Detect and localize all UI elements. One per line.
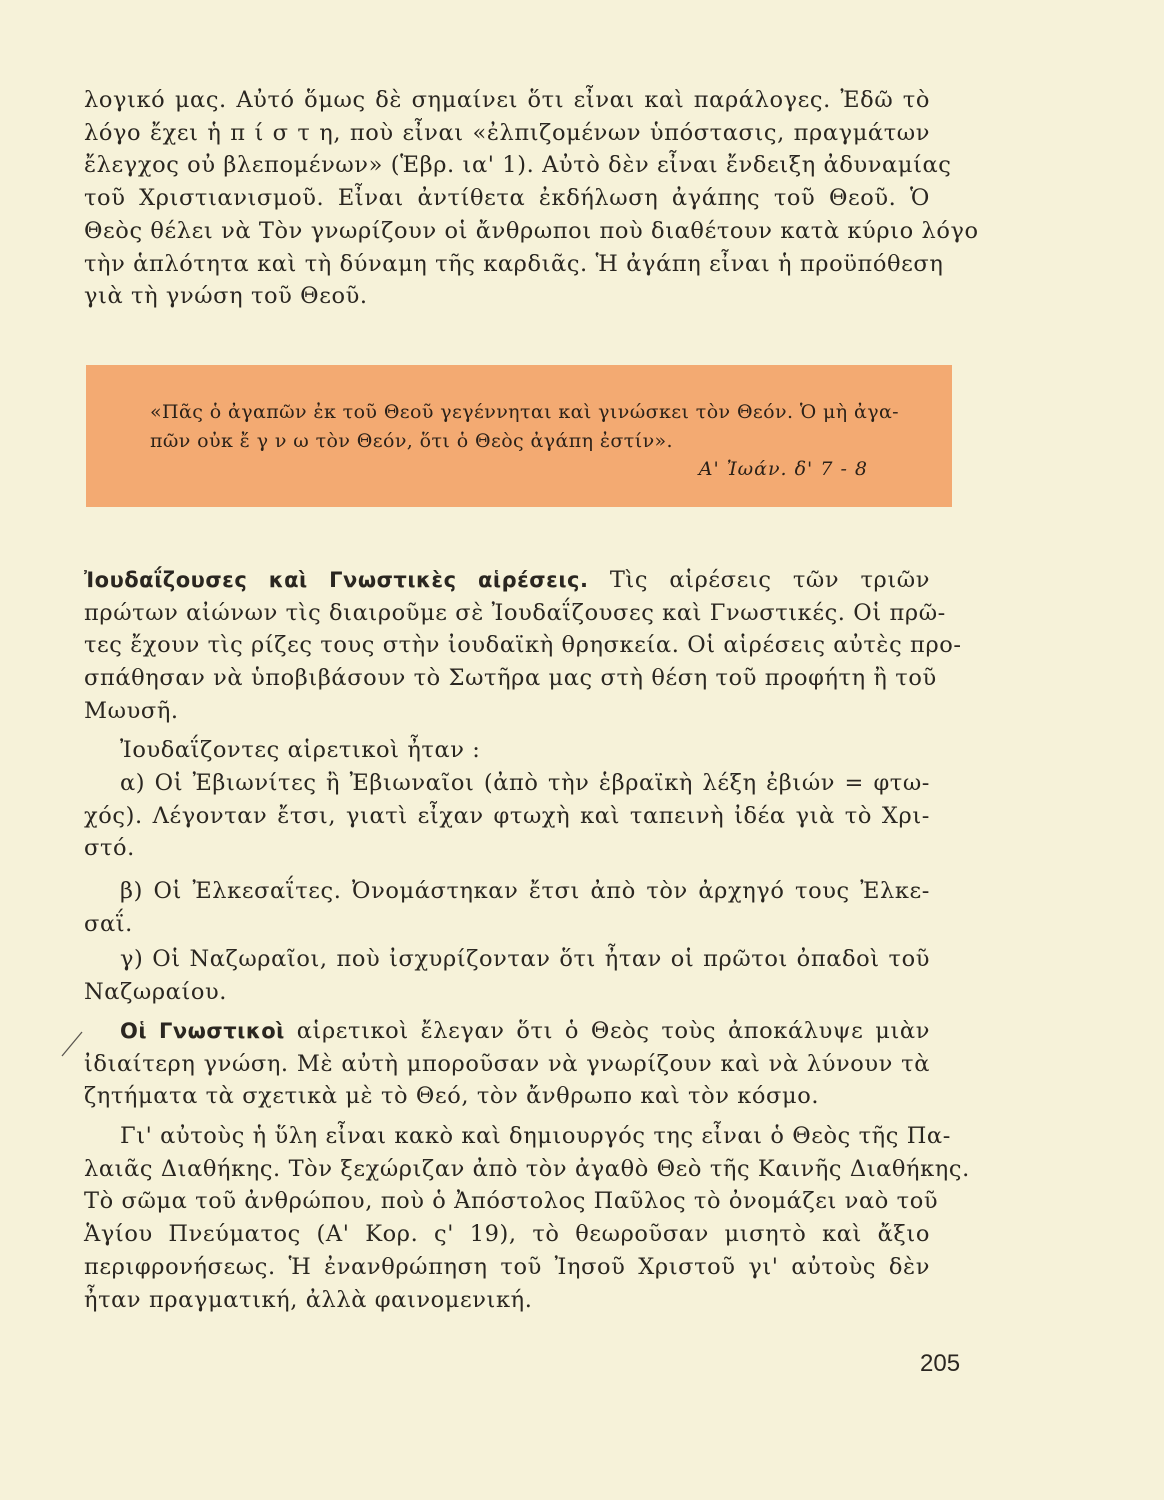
text-line: πρώτων αἰώνων τὶς διαιροῦμε σὲ Ἰουδαΐζουσες καὶ Γνωστικές. Οἱ πρῶ- bbox=[84, 599, 946, 626]
quote-reference: Α' Ἰωάν. δ' 7 - 8 bbox=[698, 458, 868, 480]
gnostics-heading: Οἱ Γνωστικοὶ bbox=[120, 1019, 285, 1043]
pencil-mark bbox=[58, 1030, 84, 1060]
paragraph-faith bbox=[84, 84, 979, 313]
quote-line: πῶν οὐκ ἔ γ ν ω τὸν Θεόν, ὅτι ὁ Θεὸς ἀγάπη ἐστίν». bbox=[150, 429, 673, 452]
text-line: τὴν ἁπλότητα καὶ τὴ δύναμη τῆς καρδιᾶς. Ἡ ἀγάπη εἶναι ἡ προϋπόθεση bbox=[84, 250, 944, 277]
list-item-b bbox=[84, 875, 930, 940]
text-line: ἰδιαίτερη γνώση. Μὲ αὐτὴ μποροῦσαν νὰ γνωρίζουν καὶ νὰ λύνουν τὰ bbox=[84, 1050, 930, 1077]
text-line: σπάθησαν νὰ ὑποβιβάσουν τὸ Σωτῆρα μας στὴ θέση τοῦ προφήτη ἢ τοῦ bbox=[84, 665, 937, 692]
text-line: α) Οἱ Ἐβιωνίτες ἢ Ἐβιωναῖοι (ἀπὸ τὴν ἑβραϊκὴ λέξη ἐβιών = φτω- bbox=[120, 770, 930, 796]
text-line: χός). Λέγονταν ἔτσι, γιατὶ εἶχαν φτωχὴ καὶ ταπεινὴ ἰδέα γιὰ τὸ Χρι- bbox=[84, 802, 930, 829]
text-line: λαιᾶς Διαθήκης. Τὸν ξεχώριζαν ἀπὸ τὸν ἀγαθὸ Θεὸ τῆς Καινῆς Διαθήκης. bbox=[84, 1155, 970, 1182]
section-heading: Ἰουδαΐζουσες καὶ Γνωστικὲς αἱρέσεις. bbox=[84, 568, 589, 592]
text-line: Τὸ σῶμα τοῦ ἀνθρώπου, ποὺ ὁ Ἀπόστολος Παῦλος τὸ ὀνομάζει ναὸ τοῦ bbox=[84, 1188, 939, 1215]
section-first-line: Τὶς αἱρέσεις τῶν τριῶν bbox=[609, 567, 931, 593]
text-line bbox=[84, 1015, 930, 1048]
judaizers-intro bbox=[84, 734, 930, 767]
page-number: 205 bbox=[920, 1350, 961, 1377]
list-item-a bbox=[84, 767, 930, 865]
paragraph-matter bbox=[84, 1120, 970, 1316]
text-line: γιὰ τὴ γνώση τοῦ Θεοῦ. bbox=[84, 283, 368, 310]
text-line: σαΐ. bbox=[84, 910, 133, 937]
text-line: Μωυσῆ. bbox=[84, 697, 179, 724]
section-heresies bbox=[84, 564, 962, 728]
text-line: τες ἔχουν τὶς ρίζες τους στὴν ἰουδαϊκὴ θρησκεία. Οἱ αἱρέσεις αὐτὲς προ- bbox=[84, 632, 962, 659]
text-line: Ναζωραίου. bbox=[84, 978, 228, 1005]
quote-line: «Πᾶς ὁ ἀγαπῶν ἐκ τοῦ Θεοῦ γεγέννηται καὶ γινώσκει τὸν Θεόν. Ὁ μὴ ἀγα- bbox=[150, 401, 900, 423]
list-item-c bbox=[84, 943, 930, 1008]
scripture-quote bbox=[150, 398, 900, 455]
text-line: ἔλεγχος οὐ βλεπομένων» (Ἑβρ. ια' 1). Αὐτὸ δὲν εἶναι ἔνδειξη ἀδυναμίας bbox=[84, 152, 952, 179]
text-line: Ἰουδαΐζοντες αἱρετικοὶ ἦταν : bbox=[120, 737, 481, 763]
text-line: περιφρονήσεως. Ἡ ἐνανθρώπηση τοῦ Ἰησοῦ Χριστοῦ γι' αὐτοὺς δὲν bbox=[84, 1253, 930, 1280]
text-line: Γι' αὐτοὺς ἡ ὕλη εἶναι κακὸ καὶ δημιουργός της εἶναι ὁ Θεὸς τῆς Πα- bbox=[120, 1123, 951, 1149]
text-line: τοῦ Χριστιανισμοῦ. Εἶναι ἀντίθετα ἐκδήλωση ἀγάπης τοῦ Θεοῦ. Ὁ bbox=[84, 185, 930, 212]
gnostics-first-line: αἱρετικοὶ ἔλεγαν ὅτι ὁ Θεὸς τοὺς ἀποκάλυψε μιὰν bbox=[296, 1018, 930, 1044]
text-line: στό. bbox=[84, 835, 135, 862]
text-line: Ἁγίου Πνεύματος (Α' Κορ. ς' 19), τὸ θεωροῦσαν μισητὸ καὶ ἄξιο bbox=[84, 1221, 930, 1248]
paragraph-gnostics bbox=[84, 1015, 930, 1113]
text-line: λογικό μας. Αὐτό ὅμως δὲ σημαίνει ὅτι εἶναι καὶ παράλογες. Ἐδῶ τὸ bbox=[84, 87, 930, 113]
text-line: ἦταν πραγματική, ἀλλὰ φαινομενική. bbox=[84, 1286, 533, 1313]
text-line: ζητήματα τὰ σχετικὰ μὲ τὸ Θεό, τὸν ἄνθρωπο καὶ τὸν κόσμο. bbox=[84, 1083, 820, 1110]
text-line: λόγο ἔχει ἡ π ί σ τ η, ποὺ εἶναι «ἐλπιζομένων ὑπόστασις, πραγμάτων bbox=[84, 119, 930, 146]
text-line: Θεὸς θέλει νὰ Τὸν γνωρίζουν οἱ ἄνθρωποι ποὺ διαθέτουν κατὰ κύριο λόγο bbox=[84, 217, 979, 244]
text-line: β) Οἱ Ἐλκεσαΐτες. Ὀνομάστηκαν ἔτσι ἀπὸ τὸν ἀρχηγό τους Ἐλκε- bbox=[120, 878, 930, 904]
text-line bbox=[84, 564, 930, 597]
text-line: γ) Οἱ Ναζωραῖοι, ποὺ ἰσχυρίζονταν ὅτι ἦταν οἱ πρῶτοι ὀπαδοὶ τοῦ bbox=[120, 946, 930, 972]
